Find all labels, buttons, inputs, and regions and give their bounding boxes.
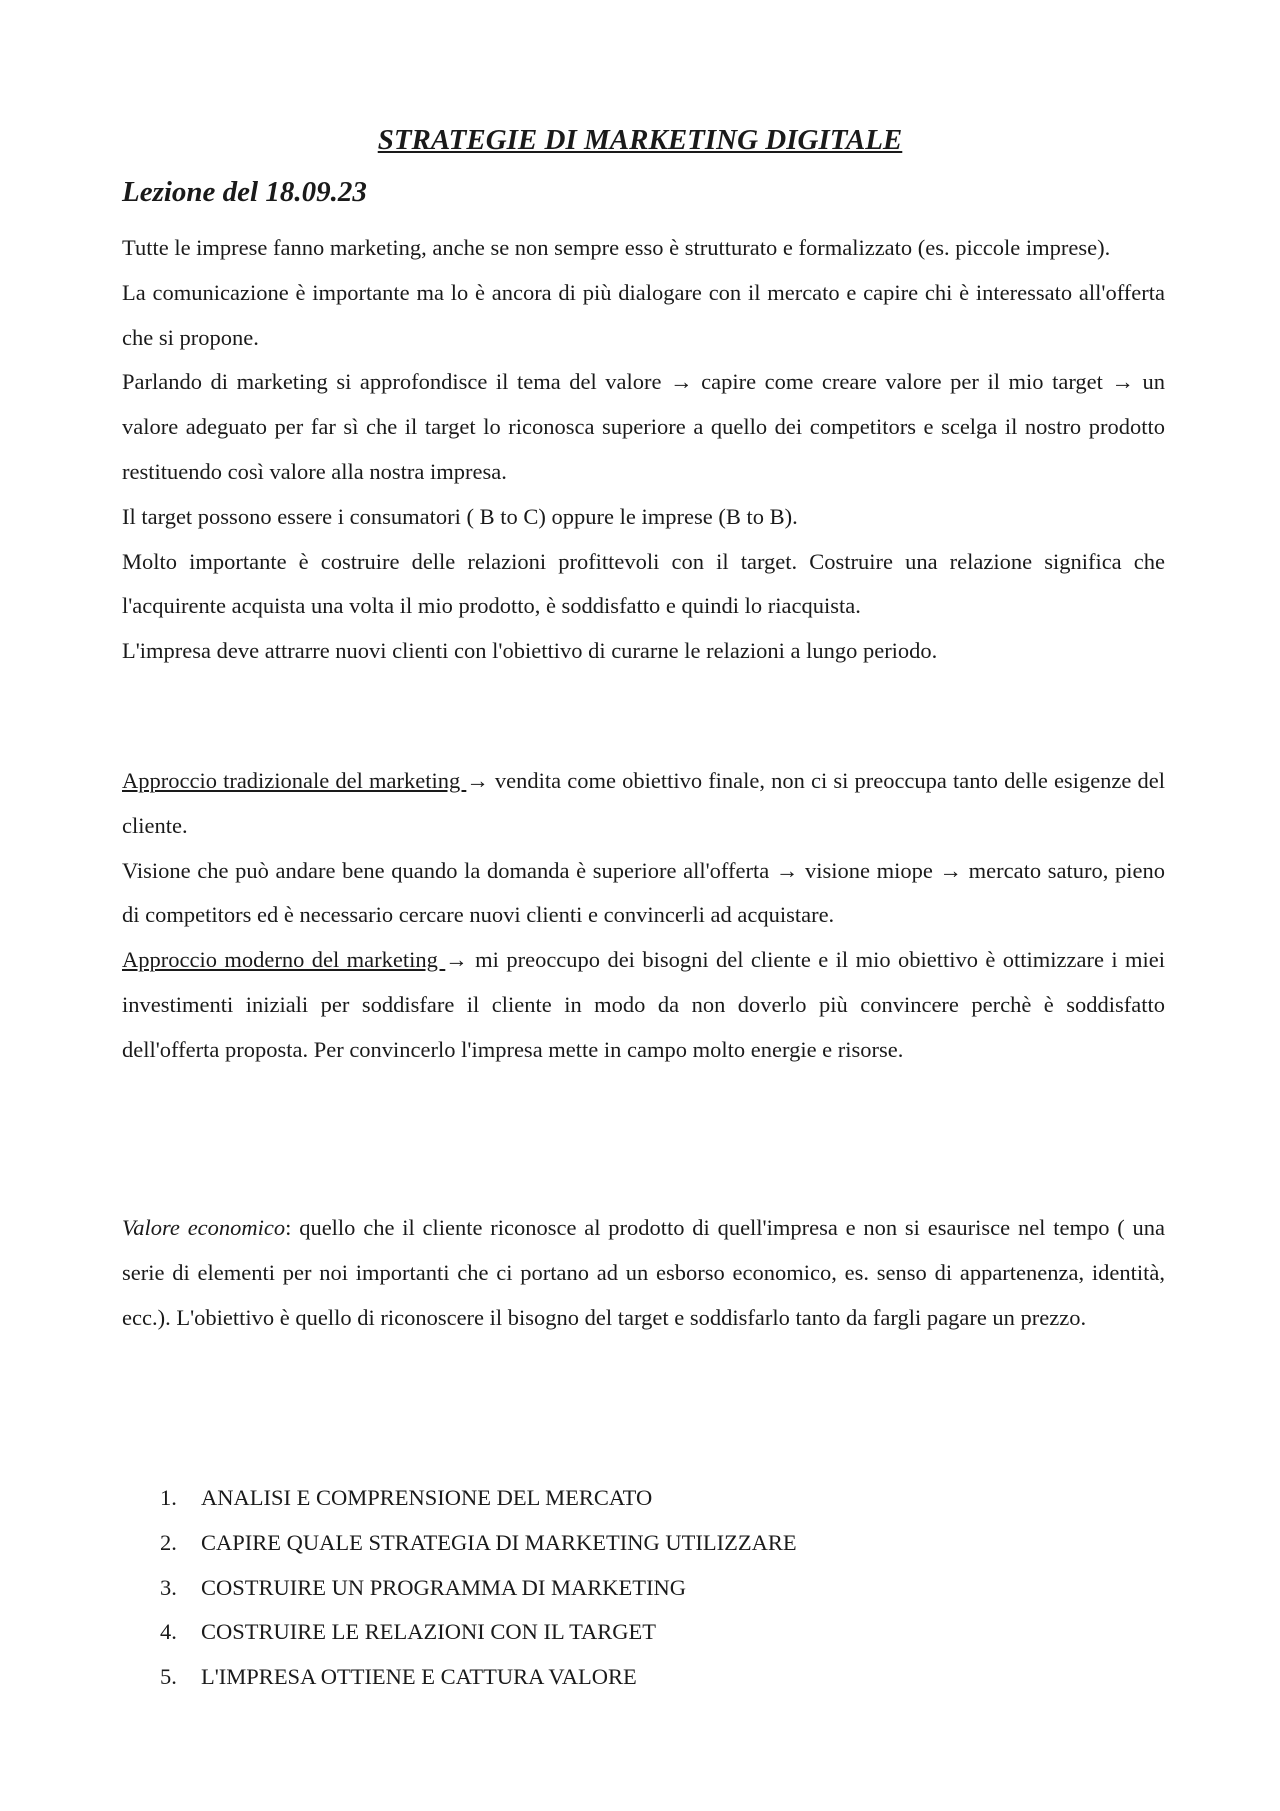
approaches-section [122, 759, 1165, 1073]
modern-approach-label: Approccio moderno del marketing [122, 947, 446, 973]
paragraph: Parlando di marketing si approfondisce il tema del valore → capire come creare valore per il mio target → un valore adeguato per far sì che il target lo riconosca superiore a quello dei competitors e scelga il nostro prodotto restituendo così valore alla nostra impresa. [122, 369, 1165, 484]
economic-value-text: : quello che il cliente riconosce al prodotto di quell'impresa e non si esaurisce nel tempo ( una serie di elementi per noi importanti che ci portano ad un esborso economico, es. senso di appartenenza, identità, ecc.). L'obiettivo è quello di riconoscere il bisogno del target e soddisfarlo tanto da fargli pagare un prezzo. [122, 1215, 1165, 1330]
list-item [122, 1521, 1165, 1566]
list-item [122, 1655, 1165, 1700]
paragraph: La comunicazione è importante ma lo è ancora di più dialogare con il mercato e capire chi è interessato all'offerta che si propone. [122, 279, 1165, 350]
list-item-label: L'IMPRESA OTTIENE E CATTURA VALORE [201, 1664, 637, 1690]
list-item-number: 4. [160, 1619, 177, 1645]
marketing-steps-list [122, 1476, 1165, 1700]
modern-approach-text: → mi preoccupo dei bisogni del cliente e il mio obiettivo è ottimizzare i miei investimenti iniziali per soddisfare il cliente in modo da non doverlo più convincere perchè è soddisfatto dell'offerta proposta. Per convincerlo l'impresa mette in campo molto energie e risorse. [122, 947, 1166, 1062]
paragraph: Il target possono essere i consumatori ( B to C) oppure le imprese (B to B). [122, 503, 798, 529]
list-item-number: 1. [160, 1485, 177, 1510]
economic-value-paragraph [122, 1206, 1165, 1340]
list-item-label: CAPIRE QUALE STRATEGIA DI MARKETING UTILIZZARE [201, 1529, 797, 1555]
traditional-approach-label: Approccio tradizionale del marketing [122, 768, 467, 793]
traditional-approach-text: → vendita come obiettivo finale, non ci si preoccupa tanto delle esigenze del cliente. [122, 768, 1165, 838]
economic-value-term: Valore economico [122, 1215, 286, 1240]
list-item-number: 5. [160, 1664, 177, 1690]
economic-value-section [122, 1206, 1165, 1340]
list-item-number: 3. [160, 1574, 177, 1600]
lesson-heading: Lezione del 18.09.23 [122, 176, 367, 208]
document-title: STRATEGIE DI MARKETING DIGITALE [377, 124, 903, 156]
paragraph: L'impresa deve attrarre nuovi clienti con l'obiettivo di curarne le relazioni a lungo periodo. [122, 638, 938, 664]
list-item-number: 2. [160, 1529, 177, 1555]
traditional-approach-paragraph [122, 759, 1165, 849]
list-item-label: COSTRUIRE UN PROGRAMMA DI MARKETING [201, 1574, 687, 1600]
modern-approach-paragraph [122, 938, 1165, 1072]
list-item-label: ANALISI E COMPRENSIONE DEL MERCATO [201, 1485, 653, 1510]
list-item [122, 1476, 1165, 1521]
list-item [122, 1566, 1165, 1611]
list-item-label: COSTRUIRE LE RELAZIONI CON IL TARGET [201, 1619, 657, 1645]
paragraph: Molto importante è costruire delle relazioni profittevoli con il target. Costruire una relazione significa che l'acquirente acquista una volta il mio prodotto, è soddisfatto e quindi lo riacquista. [122, 548, 1165, 619]
paragraph: Tutte le imprese fanno marketing, anche se non sempre esso è strutturato e formalizzato (es. piccole imprese). [122, 235, 1111, 260]
vision-paragraph: Visione che può andare bene quando la domanda è superiore all'offerta → visione miope → mercato saturo, pieno di competitors ed è necessario cercare nuovi clienti e convincerli ad acquistare. [122, 857, 1165, 928]
list-item [122, 1610, 1165, 1655]
intro-section [122, 226, 1165, 674]
